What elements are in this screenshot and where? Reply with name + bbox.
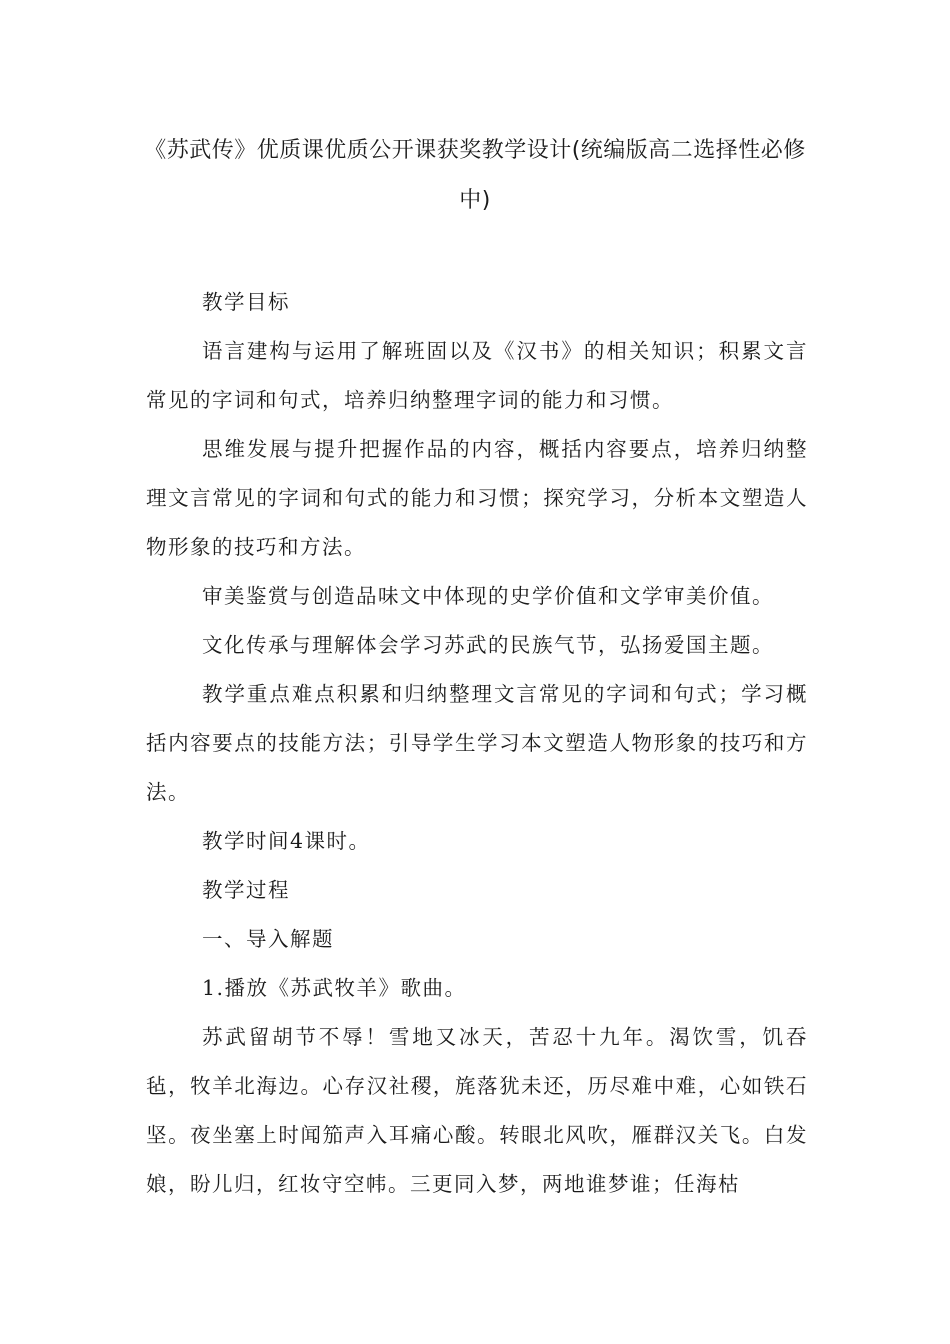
paragraph-culture-objective: 文化传承与理解体会学习苏武的民族气节，弘扬爱国主题。 bbox=[202, 633, 774, 657]
paragraph-teaching-objectives-heading: 教学目标 bbox=[202, 290, 290, 314]
document-body bbox=[146, 278, 808, 1209]
paragraph-teaching-time: 教学时间4课时。 bbox=[202, 829, 371, 853]
paragraph-key-difficulties: 教学重点难点积累和归纳整理文言常见的字词和句式；学习概括内容要点的技能方法；引导学生学习本文塑造人物形象的技巧和方法。 bbox=[146, 682, 808, 804]
paragraph-thinking-objective: 思维发展与提升把握作品的内容，概括内容要点，培养归纳整理文言常见的字词和句式的能力和习惯；探究学习，分析本文塑造人物形象的技巧和方法。 bbox=[146, 437, 808, 559]
document-title: 《苏武传》优质课优质公开课获奖教学设计(统编版高二选择性必修中) bbox=[144, 138, 806, 213]
paragraph-section-one-heading: 一、导入解题 bbox=[202, 927, 334, 951]
paragraph-aesthetic-objective: 审美鉴赏与创造品味文中体现的史学价值和文学审美价值。 bbox=[202, 584, 774, 608]
paragraph-language-objective: 语言建构与运用了解班固以及《汉书》的相关知识；积累文言常见的字词和句式，培养归纳整理字词的能力和习惯。 bbox=[146, 339, 808, 412]
paragraph-play-song: 1.播放《苏武牧羊》歌曲。 bbox=[202, 976, 467, 1000]
paragraph-song-lyrics: 苏武留胡节不辱！雪地又冰天，苦忍十九年。渴饮雪，饥吞毡，牧羊北海边。心存汉社稷，旄落犹未还，历尽难中难，心如铁石坚。夜坐塞上时闻笳声入耳痛心酸。转眼北风吹，雁群汉关飞。白发娘，盼儿归，红妆守空帏。三更同入梦，两地谁梦谁；任海枯 bbox=[146, 1025, 808, 1196]
paragraph-teaching-process-heading: 教学过程 bbox=[202, 878, 290, 902]
